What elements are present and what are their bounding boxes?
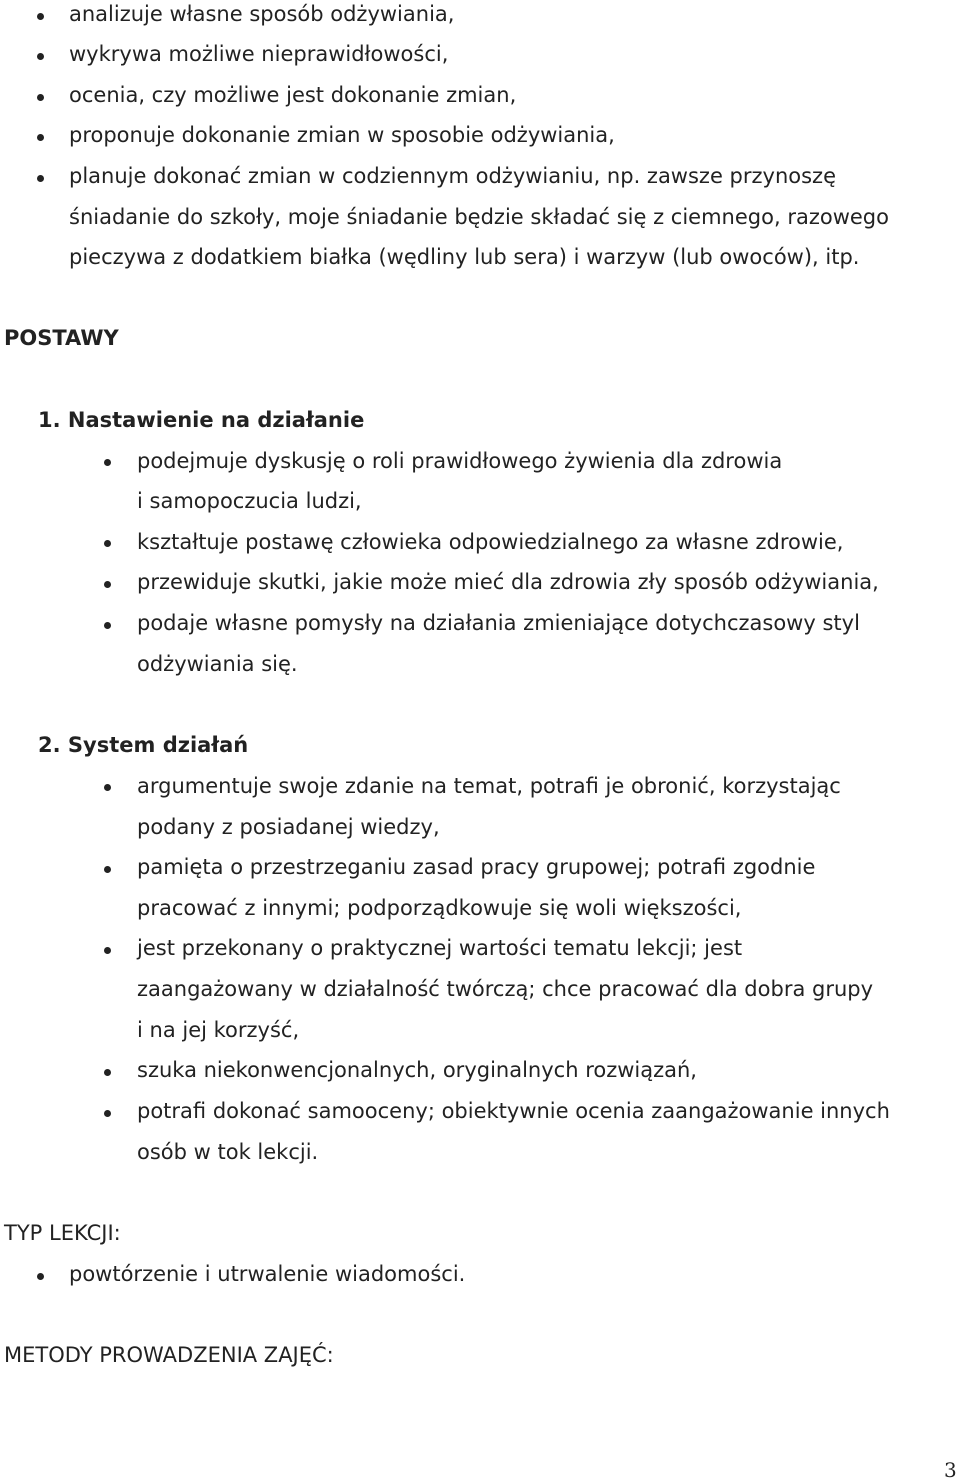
list-item-continuation: osób w tok lekcji. bbox=[137, 1140, 319, 1164]
bullet-icon bbox=[104, 866, 111, 873]
list-item: ocenia, czy możliwe jest dokonanie zmian, bbox=[69, 83, 517, 107]
subsection-title-1: 1. Nastawienie na działanie bbox=[38, 408, 365, 432]
list-item: jest przekonany o praktycznej wartości tematu lekcji; jest bbox=[137, 936, 743, 960]
section-heading-postawy: POSTAWY bbox=[4, 326, 119, 350]
bullet-icon bbox=[37, 175, 44, 182]
page-number: 3 bbox=[944, 1458, 957, 1482]
section-heading-typ-lekcji: TYP LEKCJI: bbox=[4, 1221, 121, 1245]
bullet-icon bbox=[37, 1273, 44, 1280]
list-item-continuation: i na jej korzyść, bbox=[137, 1018, 300, 1042]
list-item: wykrywa możliwe nieprawidłowości, bbox=[69, 42, 449, 66]
list-item: przewiduje skutki, jakie może mieć dla zdrowia zły sposób odżywiania, bbox=[137, 570, 879, 594]
list-item: kształtuje postawę człowieka odpowiedzialnego za własne zdrowie, bbox=[137, 530, 844, 554]
subsection-title-2: 2. System działań bbox=[38, 733, 249, 757]
list-item: powtórzenie i utrwalenie wiadomości. bbox=[69, 1262, 466, 1286]
list-item: podejmuje dyskusję o roli prawidłowego żywienia dla zdrowia bbox=[137, 449, 783, 473]
bullet-icon bbox=[104, 540, 111, 547]
bullet-icon bbox=[37, 13, 44, 20]
list-item-continuation: i samopoczucia ludzi, bbox=[137, 489, 362, 513]
bullet-icon bbox=[104, 784, 111, 791]
bullet-icon bbox=[104, 459, 111, 466]
bullet-icon bbox=[104, 947, 111, 954]
list-item: szuka niekonwencjonalnych, oryginalnych rozwiązań, bbox=[137, 1058, 697, 1082]
list-item: analizuje własne sposób odżywiania, bbox=[69, 2, 455, 26]
section-heading-metody: METODY PROWADZENIA ZAJĘĆ: bbox=[4, 1343, 334, 1367]
list-item-continuation: śniadanie do szkoły, moje śniadanie będzie składać się z ciemnego, razowego bbox=[69, 205, 889, 229]
list-item-continuation: zaangażowany w działalność twórczą; chce pracować dla dobra grupy bbox=[137, 977, 874, 1001]
list-item: podaje własne pomysły na działania zmieniające dotychczasowy styl bbox=[137, 611, 860, 635]
list-item-continuation: podany z posiadanej wiedzy, bbox=[137, 815, 440, 839]
bullet-icon bbox=[37, 134, 44, 141]
list-item: proponuje dokonanie zmian w sposobie odżywiania, bbox=[69, 123, 615, 147]
list-item: planuje dokonać zmian w codziennym odżywianiu, np. zawsze przynoszę bbox=[69, 164, 837, 188]
bullet-icon bbox=[37, 94, 44, 101]
bullet-icon bbox=[104, 1069, 111, 1076]
list-item: pamięta o przestrzeganiu zasad pracy grupowej; potrafi zgodnie bbox=[137, 855, 816, 879]
bullet-icon bbox=[104, 581, 111, 588]
bullet-icon bbox=[104, 1110, 111, 1117]
list-item-continuation: odżywiania się. bbox=[137, 652, 298, 676]
bullet-icon bbox=[37, 53, 44, 60]
list-item: argumentuje swoje zdanie na temat, potrafi je obronić, korzystając bbox=[137, 774, 841, 798]
list-item: potrafi dokonać samooceny; obiektywnie ocenia zaangażowanie innych bbox=[137, 1099, 890, 1123]
list-item-continuation: pracować z innymi; podporządkowuje się woli większości, bbox=[137, 896, 742, 920]
bullet-icon bbox=[104, 622, 111, 629]
list-item-continuation: pieczywa z dodatkiem białka (wędliny lub sera) i warzyw (lub owoców), itp. bbox=[69, 245, 860, 269]
